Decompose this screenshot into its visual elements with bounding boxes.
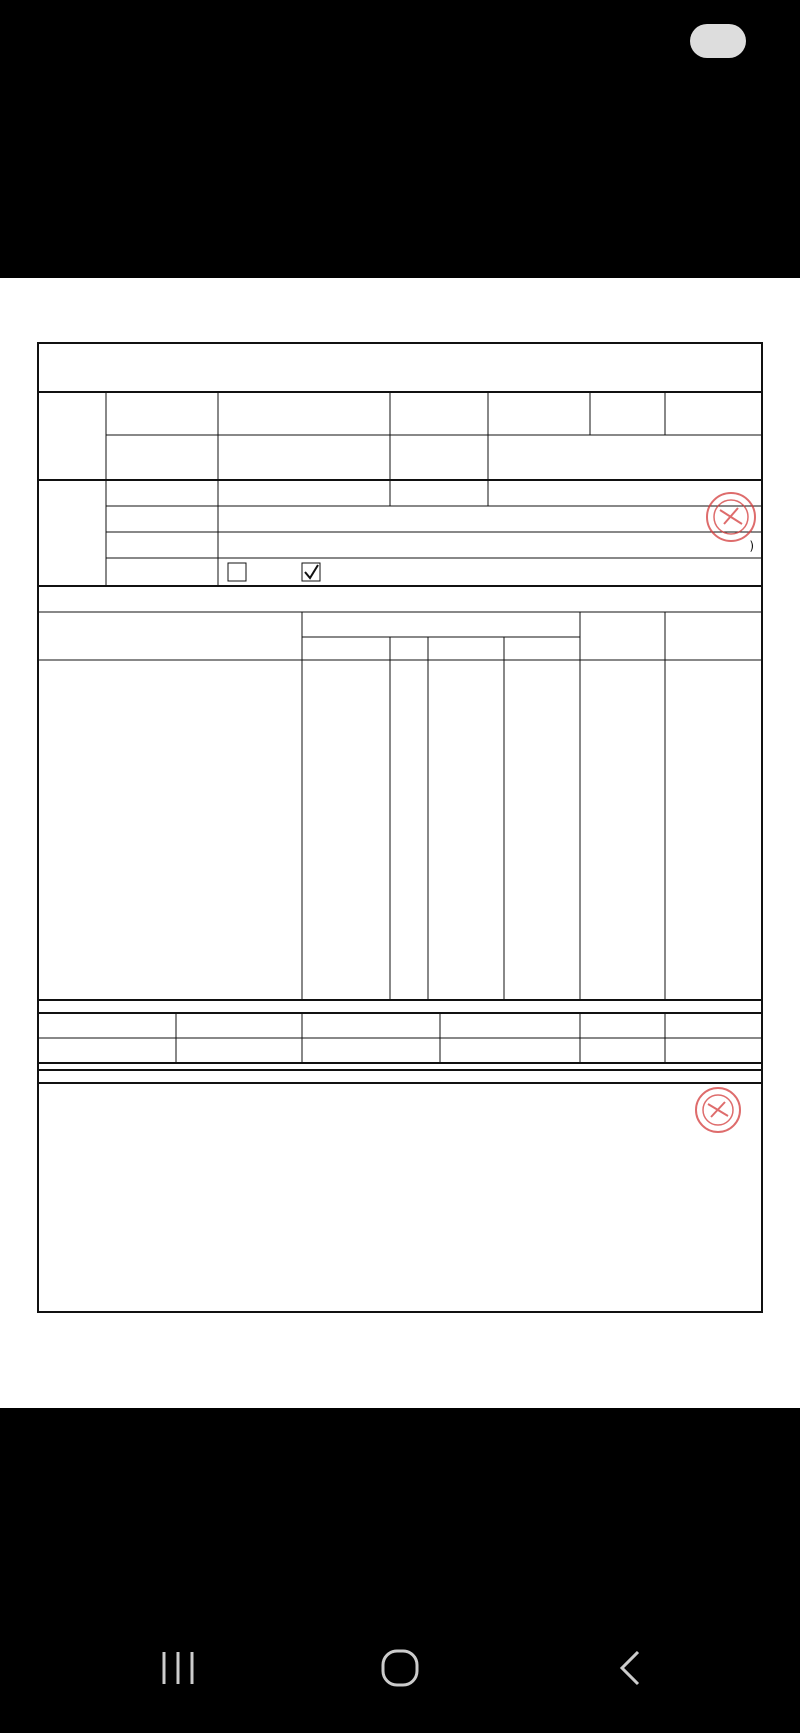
company-seal-stamp (707, 493, 755, 541)
back-button[interactable] (612, 1648, 652, 1698)
recent-apps-button[interactable] (158, 1648, 198, 1698)
status-bar (0, 0, 800, 80)
insurance-checkbox (228, 563, 246, 581)
svg-text:): ) (749, 539, 754, 553)
battery-indicator (690, 24, 746, 58)
estimate-document (0, 278, 800, 1408)
home-button[interactable] (380, 1648, 420, 1698)
representative-seal-stamp (696, 1088, 740, 1132)
navigation-bar (0, 1640, 800, 1733)
